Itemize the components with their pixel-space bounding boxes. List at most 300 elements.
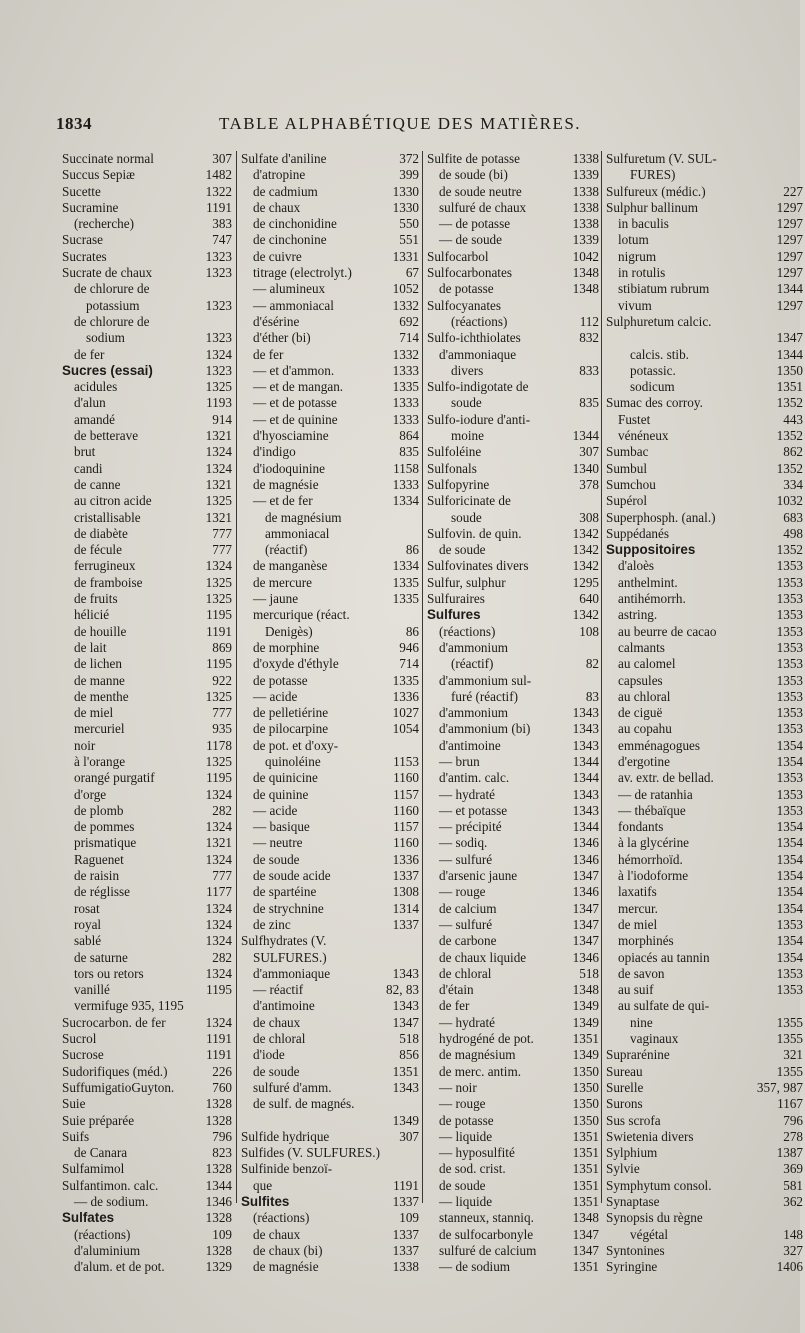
entry-term: sulfuré d'amm. xyxy=(253,1079,332,1095)
entry-term: Sucres (essai) xyxy=(62,362,153,378)
entry-term: in baculis xyxy=(618,216,669,232)
index-entry xyxy=(241,770,421,786)
entry-term: Superphosph. (anal.) xyxy=(606,509,716,525)
entry-term: Sus scrofa xyxy=(606,1112,661,1128)
entry-term: Suppositoires xyxy=(606,542,696,558)
index-entry xyxy=(62,363,234,379)
entry-term: de pelletiérine xyxy=(253,705,329,721)
index-entry xyxy=(241,314,421,330)
entry-term: Fustet xyxy=(618,411,651,427)
entry-page-ref: 835 xyxy=(399,444,419,460)
entry-term: stanneux, stanniq. xyxy=(439,1210,534,1226)
entry-term: de sulfocarbonyle xyxy=(439,1226,534,1242)
entry-page-ref: 1195 xyxy=(206,607,232,623)
index-entry xyxy=(62,232,234,248)
index-entry xyxy=(606,395,805,411)
entry-page-ref: 1191 xyxy=(206,199,232,215)
entry-page-ref: 1343 xyxy=(572,786,599,802)
index-entry xyxy=(427,1194,601,1210)
entry-page-ref: 1324 xyxy=(205,786,232,802)
index-entry xyxy=(62,803,234,819)
entry-term: de chaux xyxy=(253,199,301,215)
index-entry xyxy=(427,249,601,265)
entry-term: — réactif xyxy=(253,982,304,998)
entry-page-ref: 1052 xyxy=(392,281,419,297)
entry-page-ref: 1325 xyxy=(205,591,232,607)
index-entry xyxy=(62,510,234,526)
entry-page-ref: 796 xyxy=(212,1128,232,1144)
entry-term: tors ou retors xyxy=(74,965,144,981)
entry-term: de miel xyxy=(74,705,114,721)
entry-page-ref: 1339 xyxy=(572,232,599,248)
entry-term: Sumbul xyxy=(606,460,648,476)
entry-term: de fer xyxy=(253,346,284,362)
index-entry xyxy=(62,1227,234,1243)
entry-term: — de potasse xyxy=(439,216,511,232)
index-entry xyxy=(62,998,234,1014)
entry-page-ref: 1332 xyxy=(392,297,419,313)
entry-page-ref: 148 xyxy=(783,1226,803,1242)
entry-term: candi xyxy=(74,460,103,476)
entry-page-ref: 1321 xyxy=(205,509,232,525)
entry-term: au beurre de cacao xyxy=(618,623,717,639)
entry-term: d'antim. calc. xyxy=(439,770,510,786)
entry-page-ref: 307 xyxy=(579,444,599,460)
entry-page-ref: 1353 xyxy=(776,786,803,802)
index-entry xyxy=(427,640,601,656)
entry-page-ref: 86 xyxy=(405,542,419,558)
index-entry xyxy=(241,689,421,705)
entry-term: de ciguë xyxy=(618,705,663,721)
entry-term: de morphine xyxy=(253,639,320,655)
index-entry xyxy=(606,1015,805,1031)
index-entry xyxy=(606,624,805,640)
index-entry xyxy=(427,510,601,526)
entry-page-ref: 1157 xyxy=(393,786,419,802)
entry-page-ref: 1352 xyxy=(776,460,803,476)
entry-page-ref: 1308 xyxy=(392,884,419,900)
index-entry xyxy=(62,542,234,558)
index-entry xyxy=(606,705,805,721)
entry-term: potassic. xyxy=(630,362,676,378)
entry-page-ref: 1352 xyxy=(776,428,803,444)
index-entry xyxy=(241,656,421,672)
index-entry xyxy=(241,265,421,281)
entry-page-ref: 1351 xyxy=(392,1063,419,1079)
entry-page-ref: 321 xyxy=(783,1047,803,1063)
index-entry xyxy=(241,982,421,998)
index-entry xyxy=(606,444,805,460)
entry-term: que xyxy=(253,1177,273,1193)
index-entry xyxy=(241,395,421,411)
index-entry xyxy=(62,575,234,591)
entry-term: Sucrocarbon. de fer xyxy=(62,1014,166,1030)
entry-term: Sulfates xyxy=(62,1210,115,1226)
entry-page-ref: 1352 xyxy=(776,542,803,558)
index-entry xyxy=(241,803,421,819)
entry-page-ref: 1324 xyxy=(205,900,232,916)
entry-page-ref: 1353 xyxy=(776,591,803,607)
entry-term: de lichen xyxy=(74,656,122,672)
index-entry xyxy=(606,738,805,754)
page-header xyxy=(0,114,800,138)
entry-term: d'hyosciamine xyxy=(253,428,329,444)
index-entry xyxy=(241,330,421,346)
entry-term: de manne xyxy=(74,672,125,688)
entry-term: Supérol xyxy=(606,493,648,509)
entry-page-ref: 1191 xyxy=(206,623,232,639)
entry-term: — acide xyxy=(253,802,298,818)
entry-term: de calcium xyxy=(439,900,497,916)
entry-page-ref: 1338 xyxy=(572,216,599,232)
index-entry xyxy=(241,591,421,607)
entry-term: végétal xyxy=(630,1226,669,1242)
entry-page-ref: 1160 xyxy=(393,770,419,786)
index-entry xyxy=(427,624,601,640)
index-entry xyxy=(241,298,421,314)
index-entry xyxy=(241,754,421,770)
index-entry xyxy=(606,998,805,1014)
entry-term: de cinchonine xyxy=(253,232,327,248)
entry-term: de magnésium xyxy=(439,1047,516,1063)
entry-page-ref: 112 xyxy=(579,313,599,329)
entry-term: Sulfur, sulphur xyxy=(427,574,506,590)
entry-page-ref: 1350 xyxy=(572,1063,599,1079)
index-entry xyxy=(241,1194,421,1210)
entry-term: de cuivre xyxy=(253,248,302,264)
entry-page-ref: 1348 xyxy=(572,265,599,281)
entry-page-ref: 67 xyxy=(405,265,419,281)
entry-term: de chaux xyxy=(253,1226,301,1242)
entry-page-ref: 1353 xyxy=(776,721,803,737)
entry-page-ref: 1352 xyxy=(776,395,803,411)
index-entry xyxy=(62,901,234,917)
entry-term: — de sodium xyxy=(439,1259,511,1275)
index-entry xyxy=(427,1113,601,1129)
entry-page-ref: 1297 xyxy=(776,297,803,313)
entry-term: de chloral xyxy=(439,965,492,981)
index-entry xyxy=(606,1243,805,1259)
entry-page-ref: 1351 xyxy=(776,379,803,395)
entry-term: de fer xyxy=(74,346,105,362)
entry-page-ref: 1354 xyxy=(776,851,803,867)
index-entry xyxy=(606,510,805,526)
index-entry xyxy=(606,640,805,656)
entry-term: nigrum xyxy=(618,248,657,264)
index-entry xyxy=(62,835,234,851)
entry-term: potassium xyxy=(86,297,140,313)
entry-page-ref: 518 xyxy=(399,1031,419,1047)
entry-page-ref: 1333 xyxy=(392,395,419,411)
entry-term: de raisin xyxy=(74,868,120,884)
index-entry xyxy=(241,216,421,232)
entry-term: titrage (electrolyt.) xyxy=(253,265,352,281)
entry-page-ref: 1343 xyxy=(572,737,599,753)
index-entry xyxy=(241,721,421,737)
entry-page-ref: 551 xyxy=(399,232,419,248)
entry-term: de plomb xyxy=(74,802,124,818)
index-entry xyxy=(241,510,421,526)
index-entry xyxy=(606,477,805,493)
index-entry xyxy=(62,379,234,395)
entry-page-ref: 1324 xyxy=(205,819,232,835)
entry-page-ref: 1343 xyxy=(392,1079,419,1095)
index-entry xyxy=(427,721,601,737)
entry-page-ref: 1353 xyxy=(776,656,803,672)
entry-page-ref: 1342 xyxy=(572,558,599,574)
entry-page-ref: 1354 xyxy=(776,900,803,916)
entry-term: d'ammonium (bi) xyxy=(439,721,531,737)
entry-term: ferrugineux xyxy=(74,558,136,574)
index-entry xyxy=(427,216,601,232)
index-entry xyxy=(62,167,234,183)
index-entry xyxy=(606,721,805,737)
entry-term: — sulfuré xyxy=(439,851,493,867)
entry-term: d'orge xyxy=(74,786,107,802)
index-entry xyxy=(62,1015,234,1031)
entry-term: d'ésérine xyxy=(253,313,300,329)
entry-page-ref: 83 xyxy=(585,688,599,704)
index-entry xyxy=(241,705,421,721)
entry-page-ref: 1160 xyxy=(393,802,419,818)
entry-page-ref: 1340 xyxy=(572,460,599,476)
index-entry xyxy=(241,1227,421,1243)
index-entry xyxy=(606,558,805,574)
index-entry xyxy=(241,1129,421,1145)
entry-term: — hydraté xyxy=(439,1014,496,1030)
index-entry xyxy=(606,819,805,835)
entry-page-ref: 282 xyxy=(212,802,232,818)
index-entry xyxy=(62,787,234,803)
entry-term: de lait xyxy=(74,639,107,655)
entry-page-ref: 1350 xyxy=(572,1112,599,1128)
entry-page-ref: 1353 xyxy=(776,639,803,655)
index-entry xyxy=(241,281,421,297)
index-entry xyxy=(427,901,601,917)
index-entry xyxy=(427,1129,601,1145)
index-entry xyxy=(427,754,601,770)
entry-term: Syringine xyxy=(606,1259,658,1275)
index-entry xyxy=(427,884,601,900)
index-entry xyxy=(606,835,805,851)
entry-term: de magnésie xyxy=(253,1259,319,1275)
entry-term: Succus Sepiæ xyxy=(62,167,135,183)
entry-page-ref: 1324 xyxy=(205,444,232,460)
entry-term: de zinc xyxy=(253,916,291,932)
entry-term: de potasse xyxy=(253,672,308,688)
entry-page-ref: 1178 xyxy=(206,737,232,753)
entry-page-ref: 1343 xyxy=(572,802,599,818)
index-entry xyxy=(606,901,805,917)
index-entry xyxy=(427,803,601,819)
index-entry xyxy=(241,1259,421,1275)
index-entry xyxy=(427,314,601,330)
entry-page-ref: 1323 xyxy=(205,297,232,313)
entry-term: — noir xyxy=(439,1079,477,1095)
entry-page-ref: 1353 xyxy=(776,916,803,932)
entry-term: de cinchonidine xyxy=(253,216,337,232)
running-title: TABLE ALPHABÉTIQUE DES MATIÈRES. xyxy=(218,114,582,133)
entry-term: de spartéine xyxy=(253,884,317,900)
entry-page-ref: 1347 xyxy=(392,1014,419,1030)
index-entry xyxy=(606,298,805,314)
entry-page-ref: 1349 xyxy=(572,1014,599,1030)
entry-page-ref: 1344 xyxy=(572,753,599,769)
index-entry xyxy=(606,461,805,477)
entry-page-ref: 1337 xyxy=(392,1194,419,1209)
entry-term: Sucrose xyxy=(62,1047,104,1063)
entry-page-ref: 1351 xyxy=(572,1161,599,1177)
index-entry xyxy=(62,444,234,460)
index-entry xyxy=(427,493,601,509)
index-entry xyxy=(241,1096,421,1112)
entry-page-ref: 1346 xyxy=(572,884,599,900)
entry-term: de soude xyxy=(439,542,486,558)
entry-term: opiacés au tannin xyxy=(618,949,710,965)
index-entry xyxy=(606,1178,805,1194)
entry-term: — précipité xyxy=(439,819,502,835)
entry-term: de chaux xyxy=(253,1014,301,1030)
entry-term: noir xyxy=(74,737,96,753)
entry-page-ref: 1328 xyxy=(205,1210,232,1226)
index-entry xyxy=(427,998,601,1014)
entry-page-ref: 1355 xyxy=(776,1031,803,1047)
index-entry xyxy=(606,982,805,998)
entry-term: quinoléine xyxy=(265,753,321,769)
entry-page-ref: 334 xyxy=(783,476,803,492)
entry-page-ref: 1295 xyxy=(572,574,599,590)
entry-page-ref: 362 xyxy=(783,1194,803,1209)
entry-term: d'ammonium sul- xyxy=(439,672,532,688)
entry-page-ref: 1336 xyxy=(392,688,419,704)
index-entry xyxy=(62,216,234,232)
entry-term: — sodiq. xyxy=(439,835,488,851)
entry-page-ref: 581 xyxy=(783,1177,803,1193)
entry-term: Denigès) xyxy=(265,623,313,639)
entry-page-ref: 1347 xyxy=(572,1242,599,1258)
entry-page-ref: 862 xyxy=(783,444,803,460)
entry-page-ref: 1297 xyxy=(776,232,803,248)
entry-term: — brun xyxy=(439,753,480,769)
index-entry xyxy=(241,901,421,917)
entry-page-ref: 1347 xyxy=(572,900,599,916)
entry-term: de carbone xyxy=(439,933,497,949)
index-entry xyxy=(62,852,234,868)
index-entry xyxy=(241,461,421,477)
entry-term: d'ammoniaque xyxy=(253,965,331,981)
entry-page-ref: 1177 xyxy=(206,884,232,900)
entry-page-ref: 1348 xyxy=(572,1210,599,1226)
entry-page-ref: 1325 xyxy=(205,688,232,704)
index-entry xyxy=(606,1194,805,1210)
index-entry xyxy=(241,787,421,803)
entry-term: hélicié xyxy=(74,607,110,623)
entry-term: sulfuré de calcium xyxy=(439,1242,537,1258)
entry-term: vaginaux xyxy=(630,1031,679,1047)
index-entry xyxy=(62,330,234,346)
entry-term: stibiatum rubrum xyxy=(618,281,710,297)
entry-page-ref: 714 xyxy=(399,330,419,346)
entry-page-ref: 1339 xyxy=(572,167,599,183)
entry-page-ref: 1354 xyxy=(776,868,803,884)
entry-term: Sureau xyxy=(606,1063,643,1079)
entry-term: de quinicine xyxy=(253,770,318,786)
index-entry xyxy=(241,428,421,444)
entry-page-ref: 1324 xyxy=(205,851,232,867)
index-entry xyxy=(427,184,601,200)
entry-page-ref: 357, 987 xyxy=(756,1079,803,1095)
entry-term: à la glycérine xyxy=(618,835,690,851)
entry-term: in rotulis xyxy=(618,265,666,281)
entry-page-ref: 796 xyxy=(783,1112,803,1128)
entry-page-ref: 1329 xyxy=(205,1259,232,1275)
entry-term: de soude acide xyxy=(253,868,331,884)
entry-page-ref: 1325 xyxy=(205,493,232,509)
index-entry xyxy=(241,673,421,689)
index-entry xyxy=(427,982,601,998)
entry-page-ref: 1347 xyxy=(572,916,599,932)
entry-term: — hyposulfité xyxy=(439,1145,515,1161)
entry-term: moine xyxy=(451,428,484,444)
index-entry xyxy=(427,1047,601,1063)
entry-page-ref: 1325 xyxy=(205,379,232,395)
index-entry xyxy=(427,787,601,803)
index-entry xyxy=(62,1259,234,1275)
index-entry xyxy=(241,1178,421,1194)
index-entry xyxy=(606,1129,805,1145)
entry-page-ref: 777 xyxy=(212,705,232,721)
index-entry xyxy=(427,167,601,183)
index-entry xyxy=(62,1064,234,1080)
entry-page-ref: 1342 xyxy=(572,607,599,623)
entry-page-ref: 1342 xyxy=(572,542,599,558)
entry-page-ref: 1349 xyxy=(572,998,599,1014)
entry-page-ref: 1353 xyxy=(776,705,803,721)
entry-page-ref: 1338 xyxy=(572,151,599,166)
index-entry xyxy=(606,232,805,248)
entry-term: d'iode xyxy=(253,1047,285,1063)
entry-term: hydrogéné de pot. xyxy=(439,1031,534,1047)
index-entry xyxy=(427,770,601,786)
index-entry xyxy=(241,542,421,558)
entry-term: de soude xyxy=(253,851,300,867)
entry-page-ref: 1351 xyxy=(572,1194,599,1209)
entry-term: astring. xyxy=(618,607,658,623)
index-entry xyxy=(606,754,805,770)
index-column-1 xyxy=(62,151,234,1275)
entry-term: Synopsis du règne xyxy=(606,1210,703,1226)
entry-page-ref: 1348 xyxy=(572,281,599,297)
entry-page-ref: 1350 xyxy=(572,1096,599,1112)
index-entry xyxy=(606,428,805,444)
entry-page-ref: 1347 xyxy=(776,330,803,346)
entry-term: Sulfites xyxy=(241,1194,290,1209)
index-entry xyxy=(62,200,234,216)
index-entry xyxy=(606,379,805,395)
entry-page-ref: 1482 xyxy=(205,167,232,183)
index-entry xyxy=(62,933,234,949)
entry-term: Sulfuretum (V. SUL- xyxy=(606,151,717,166)
entry-term: au calomel xyxy=(618,656,676,672)
entry-term: d'atropine xyxy=(253,167,306,183)
entry-term: Sucrates xyxy=(62,248,107,264)
index-entry xyxy=(427,705,601,721)
entry-page-ref: 1297 xyxy=(776,265,803,281)
index-entry xyxy=(241,917,421,933)
entry-term: Sulfocarbol xyxy=(427,248,489,264)
index-entry xyxy=(606,200,805,216)
entry-page-ref: 1353 xyxy=(776,770,803,786)
